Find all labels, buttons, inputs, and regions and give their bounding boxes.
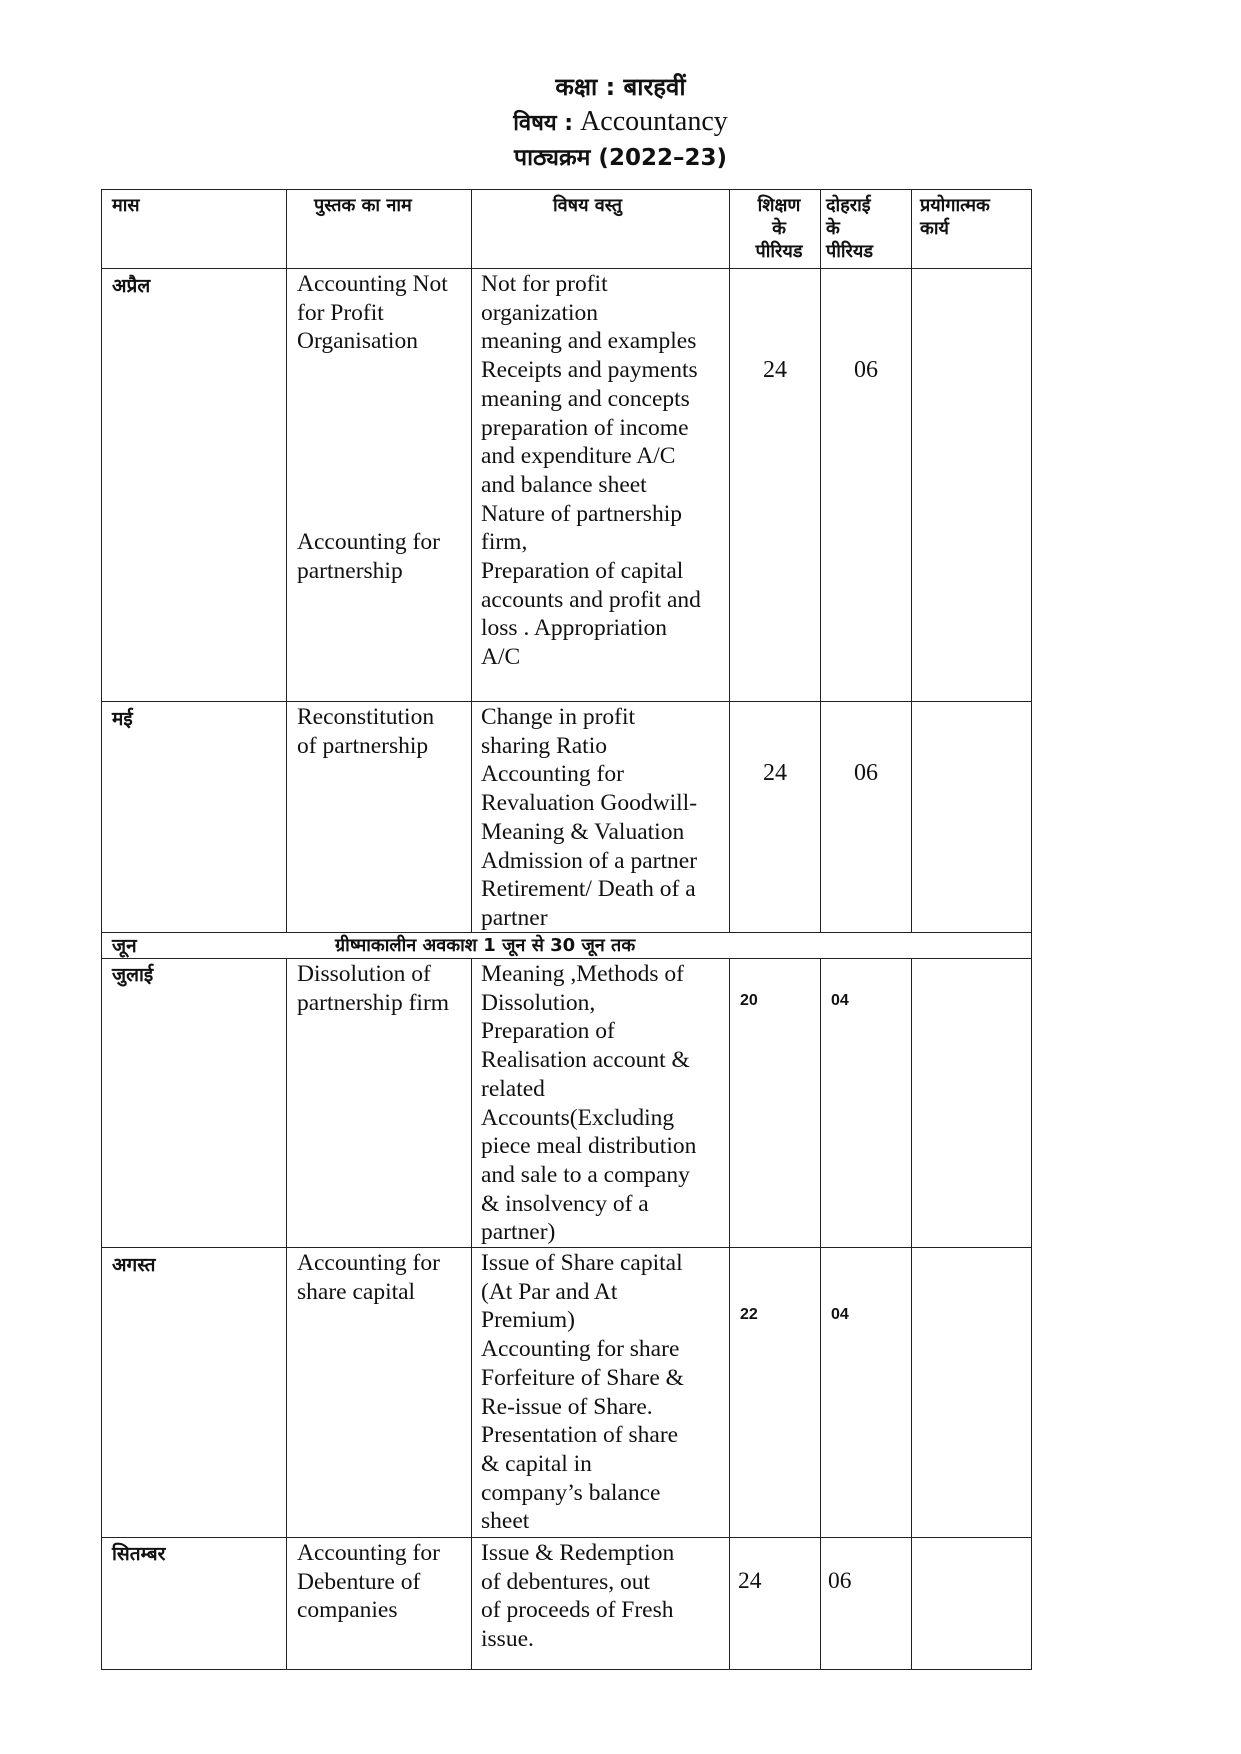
- book-name: Dissolution of partnership firm: [297, 961, 450, 1016]
- subject-name: Accountancy: [580, 106, 728, 137]
- column-header-revision-periods: दोहराई के पीरियड: [826, 195, 873, 262]
- teaching-periods: 22: [740, 1306, 758, 1323]
- month-september: सितम्बर: [112, 1543, 166, 1565]
- teaching-periods: 20: [740, 992, 758, 1009]
- column-header-book: पुस्तक का नाम: [314, 195, 412, 216]
- table-border-left: [101, 189, 102, 1670]
- column-divider: [471, 189, 472, 932]
- teaching-periods: 24: [763, 760, 787, 786]
- column-header-practical-work: प्रयोगात्मक कार्य: [920, 195, 990, 239]
- column-divider: [729, 958, 730, 1669]
- subject-content: Change in profit sharing Ratio Accounting for Revaluation Goodwill- Meaning & Valuation Admission of a partner Retirement/ Death of a partner: [481, 704, 698, 931]
- column-header-teaching-periods: शिक्षण के पीरियड: [755, 195, 803, 262]
- subject-content: Not for profit organization meaning and examples Receipts and payments meaning and concepts preparation of income and expenditure A/C and balance sheet Nature of partnership firm, Preparation of capital accounts and profit and loss . Appropriation A/C: [481, 271, 701, 671]
- book-name: Accounting Not for Profit Organisation: [297, 271, 448, 355]
- column-divider: [286, 958, 287, 1669]
- row-divider: [101, 701, 1032, 702]
- subject-content: Issue & Redemption of debentures, out of proceeds of Fresh issue.: [481, 1540, 675, 1653]
- month-april: अप्रैल: [112, 275, 151, 297]
- book-name: Accounting for share capital: [297, 1250, 440, 1305]
- column-divider: [471, 958, 472, 1669]
- revision-periods: 06: [828, 1568, 852, 1594]
- month-may: मई: [112, 708, 133, 730]
- table-border-bottom: [101, 1669, 1032, 1670]
- column-header-content: विषय वस्तु: [553, 195, 623, 216]
- teaching-periods: 24: [738, 1568, 762, 1594]
- subject-content: Meaning ,Methods of Dissolution, Preparation of Realisation account & related Accounts(Excluding piece meal distribution and sale to a company & insolvency of a partner): [481, 961, 697, 1246]
- revision-periods: 04: [831, 992, 849, 1009]
- subject-content: Issue of Share capital (At Par and At Premium) Accounting for share Forfeiture of Share & Re-issue of Share. Presentation of share & capital in company’s balance sheet: [481, 1250, 684, 1535]
- syllabus-heading: पाठ्यक्रम (2022–23): [514, 145, 727, 171]
- book-name: Accounting for Debenture of companies: [297, 1540, 440, 1624]
- column-header-month: मास: [112, 195, 140, 216]
- column-divider: [820, 958, 821, 1669]
- subject-prefix: विषय :: [513, 111, 574, 136]
- month-august: अगस्त: [112, 1254, 156, 1276]
- column-divider: [911, 958, 912, 1669]
- column-divider: [911, 189, 912, 932]
- revision-periods: 06: [854, 357, 878, 383]
- month-july: जुलाई: [112, 964, 154, 986]
- book-name: Accounting for partnership: [297, 529, 440, 584]
- table-border-top: [101, 189, 1032, 190]
- book-name: Reconstitution of partnership: [297, 704, 435, 759]
- row-divider: [101, 1247, 1032, 1248]
- row-divider: [101, 1537, 1032, 1538]
- summer-vacation-note: ग्रीष्माकालीन अवकाश 1 जून से 30 जून तक: [335, 935, 636, 956]
- table-border-right: [1031, 189, 1032, 1670]
- column-divider: [729, 189, 730, 932]
- column-divider: [820, 189, 821, 932]
- class-heading: कक्षा : बारहवीं: [555, 73, 686, 101]
- revision-periods: 06: [854, 760, 878, 786]
- column-divider: [286, 189, 287, 932]
- month-june: जून: [112, 935, 137, 957]
- revision-periods: 04: [831, 1306, 849, 1323]
- header-divider: [101, 268, 1032, 269]
- teaching-periods: 24: [763, 357, 787, 383]
